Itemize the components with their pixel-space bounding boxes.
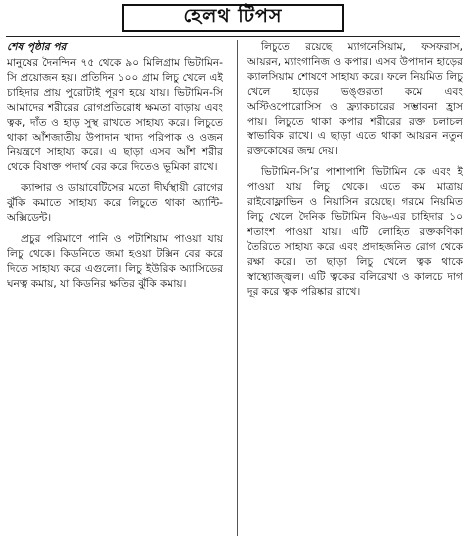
masthead xyxy=(0,0,466,36)
column-divider xyxy=(237,40,238,536)
paragraph: প্রচুর পরিমাণে পানি ও পটাশিয়াম পাওয়া যায় লিচু থেকে। কিডনিতে জমা হওয়া টক্সিন বের করে দিতে সাহায্য করে এগুলো। লিচু ইউরিক অ্যাসিডের ঘনত্ব কমায়, যা কিডনির ক্ষতির ঝুঁকি কমায়। xyxy=(7,232,223,290)
page-title: হেলথ টিপস xyxy=(122,4,344,32)
paragraph: লিচুতে রয়েছে ম্যাগনেসিয়াম, ফসফরাস, আয়রন, ম্যাংগানিজ ও কপার। এসব উপাদান হাড়ের ক্যালসিয়াম শোষণে সাহায্য করে। ফলে নিয়মিত লিচু খেলে হাড়ের ভঙ্গুরতা কমে এবং অস্টিওপোরোসিস ও ফ্র্যাকচারের সম্ভাবনা হ্রাস পায়। লিচুতে থাকা কপার শরীরের রক্ত চলাচল স্বাভাবিক রাখে। এ ছাড়া এতে থাকা আয়রন নতুন রক্তকোষের জন্ম দেয়। xyxy=(247,41,463,158)
right-column xyxy=(247,40,463,536)
paragraph: ক্যান্সার ও ডায়াবেটিসের মতো দীর্ঘস্থায়ী রোগের ঝুঁকি কমাতে সাহায্য করে লিচুতে থাকা অ্যান্টি-অক্সিডেন্ট। xyxy=(7,182,223,225)
paragraph: মানুষের দৈনন্দিন ৭৫ থেকে ৯০ মিলিগ্রাম ভিটামিন-সি প্রয়োজন হয়। প্রতিদিন ১০০ গ্রাম লিচু খেলে এই চাহিদার প্রায় পুরোটাই পূরণ হয়ে যায়। ভিটামিন-সি আমাদের শরীরের রোগপ্রতিরোধ ক্ষমতা বাড়ায় এবং ত্বক, দাঁত ও হাড় সুস্থ রাখতে সাহায্য করে। লিচুতে থাকা আঁশজাতীয় উপাদান খাদ্য পরিপাক ও ওজন নিয়ন্ত্রণে সাহায্য করে। এ ছাড়া এসব আঁশ শরীর থেকে বিষাক্ত পদার্থ বের করে দিতেও ভূমিকা রাখে। xyxy=(7,57,223,174)
continued-from-label: শেষ পৃষ্ঠার পর xyxy=(7,41,67,53)
header-divider xyxy=(6,36,460,37)
left-column xyxy=(7,40,223,536)
paragraph: ভিটামিন-সি’র পাশাপাশি ভিটামিন কে এবং ই পাওয়া যায় লিচু থেকে। এতে কম মাত্রায় রাইবোফ্লাভিন ও নিয়াসিন রয়েছে। গরমে নিয়মিত লিচু খেলে দৈনিক ভিটামিন বি৬-এর চাহিদার ১০ শতাংশ পাওয়া যায়। এটি লোহিত রক্তকণিকা তৈরিতে সাহায্য করে এবং প্রদাহজনিত রোগ থেকে রক্ষা করে। তা ছাড়া লিচু খেলে ত্বক থাকে স্বাস্থ্যোজ্জ্বল। এটি ত্বকের বলিরেখা ও কালচে দাগ দূর করে ত্বক পরিষ্কার রাখে। xyxy=(247,166,463,298)
